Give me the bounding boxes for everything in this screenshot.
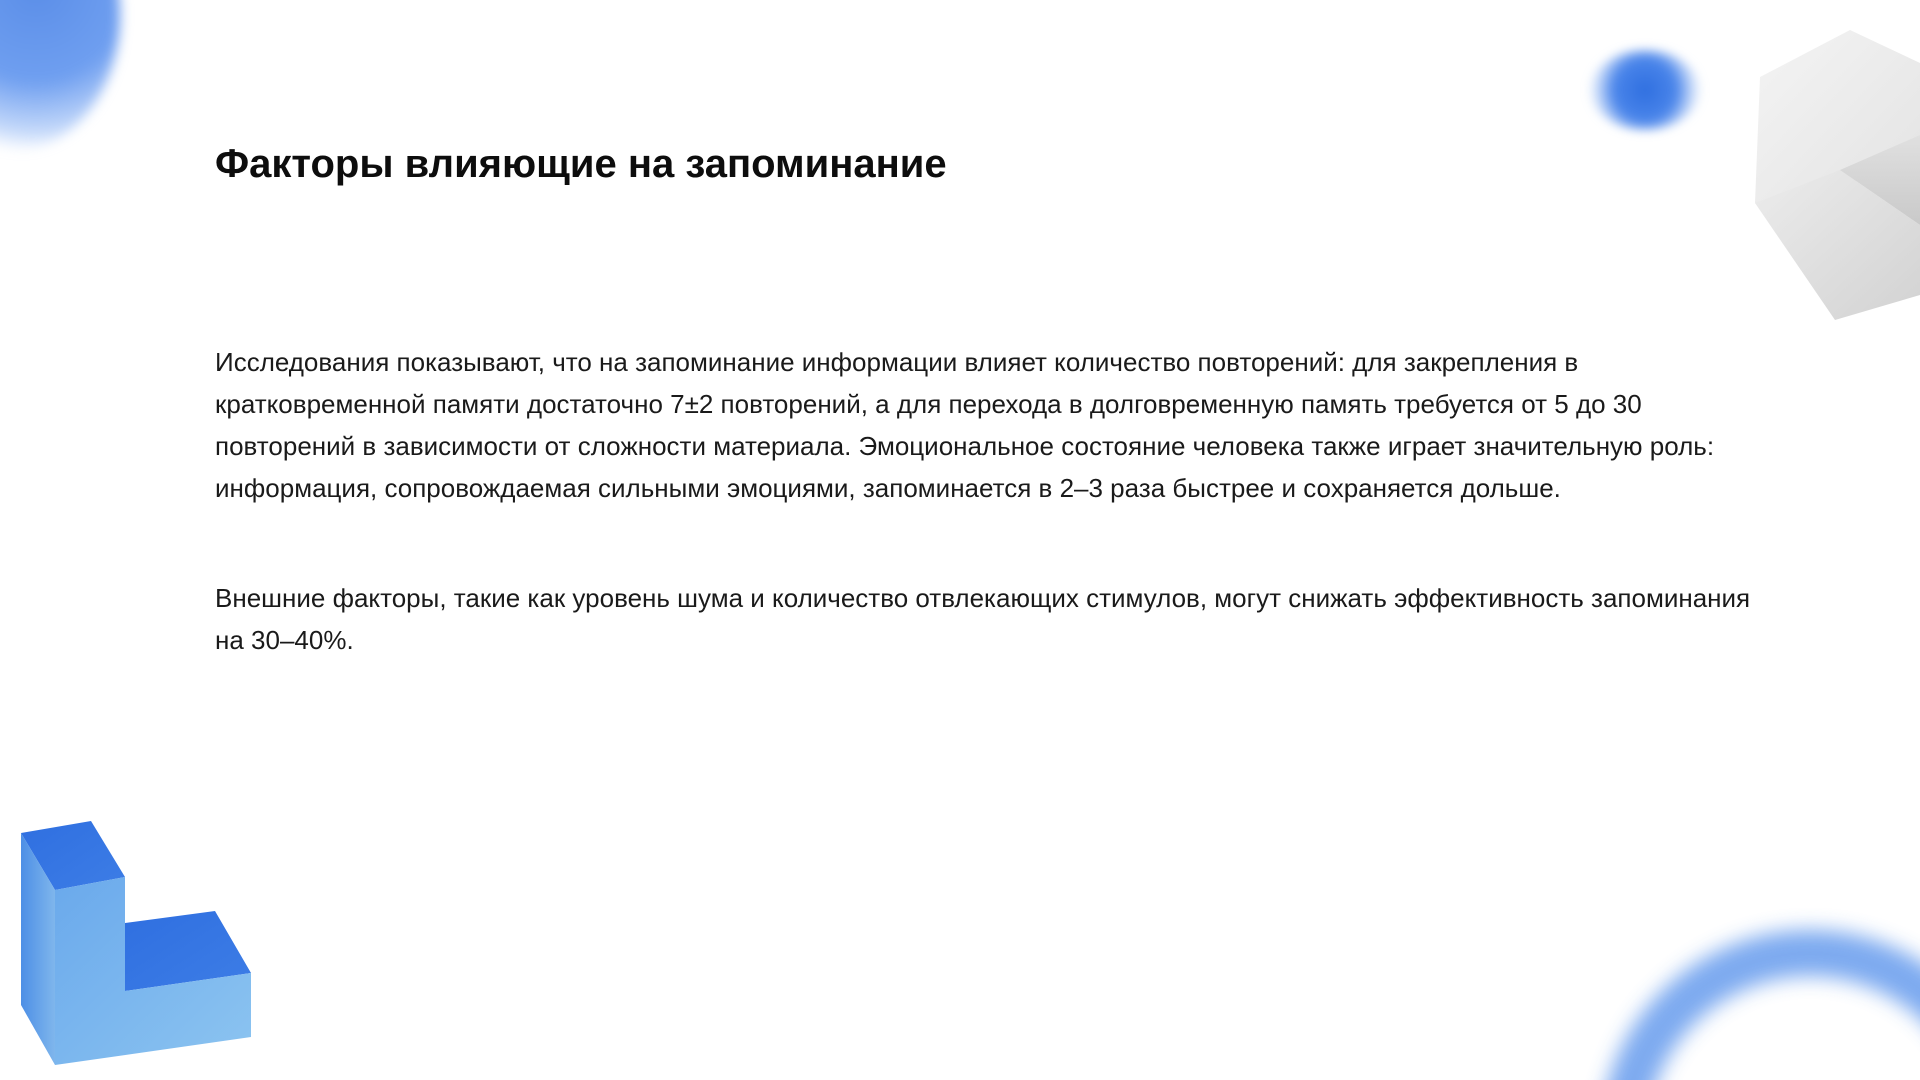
- blue-dot-icon: [1590, 50, 1700, 130]
- blue-blob-icon: [0, 0, 120, 150]
- paragraph-repetition: Исследования показывают, что на запоминание информации влияет количество повторений: для закрепления в кратковременной памяти достаточно 7±2 повторений, а для перехода в долговременную память требуется от 5 до 30 повторений в зависимости от сложности материала. Эмоциональное состояние человека также играет значительную роль: информация, сопровождаемая сильными эмоциями, запоминается в 2–3 раза быстрее и сохраняется дольше.: [215, 347, 1715, 503]
- blue-ring-icon: [1600, 930, 1920, 1080]
- paragraph-external-factors: Внешние факторы, такие как уровень шума и количество отвлекающих стимулов, могут снижать эффективность запоминания на 30–40%.: [215, 583, 1751, 655]
- blue-step-block-icon: [15, 815, 255, 1070]
- grey-cube-icon: [1730, 25, 1920, 325]
- slide-title: Факторы влияющие на запоминание: [215, 142, 947, 186]
